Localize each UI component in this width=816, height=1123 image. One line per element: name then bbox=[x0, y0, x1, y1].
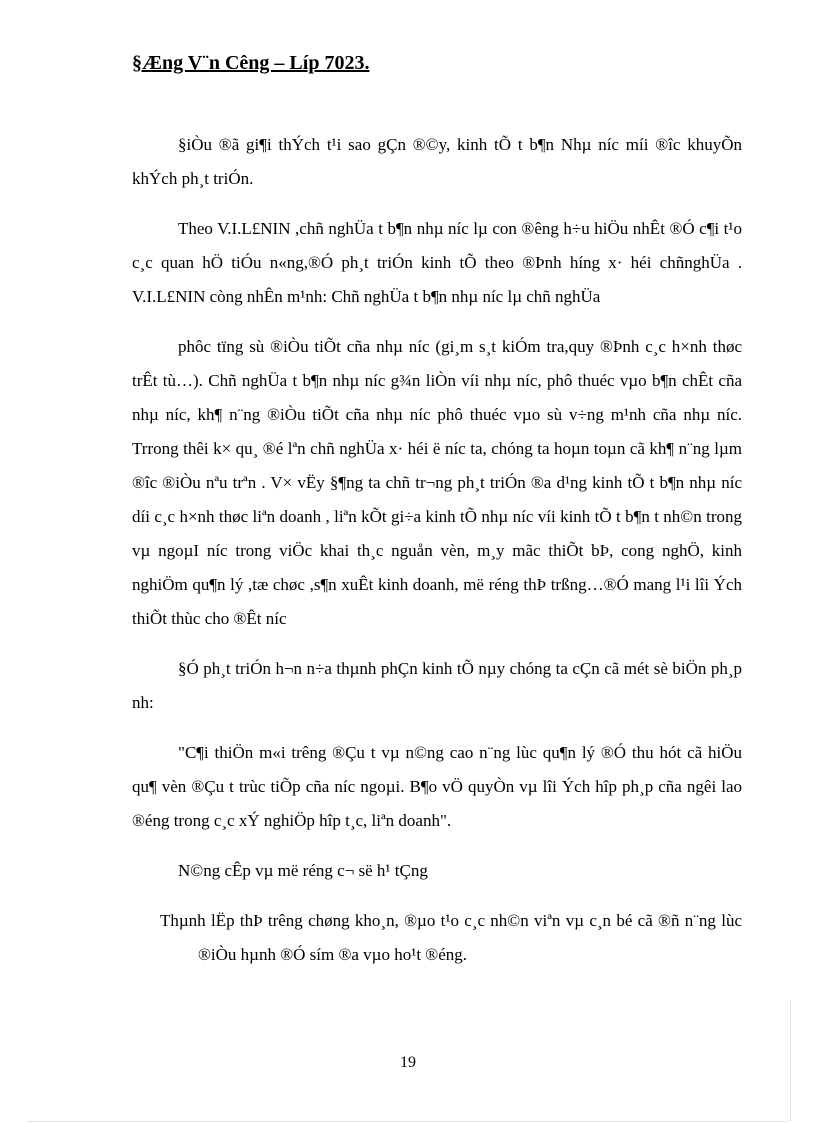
document-body bbox=[132, 128, 742, 988]
document-header: §Æng V¨n Cêng – Líp 7023. bbox=[132, 52, 370, 74]
paragraph-6: N©ng cÊp vµ më réng c¬ së h¹ tÇng bbox=[178, 861, 428, 880]
paragraph-7: Thµnh lËp thÞ trêng chøng kho¸n, ®µo t¹o c¸c nh©n viªn vµ c¸n bé cã ®ñ n¨ng lùc ®iÒu hµnh ®Ó sím ®a vµo ho¹t ®éng. bbox=[160, 911, 742, 964]
paragraph-5-quote: "C¶i thiÖn m«i trêng ®Çu t vµ n©ng cao n¨ng lùc qu¶n lý ®Ó thu hót cã hiÖu qu¶ vèn ®Çu t trùc tiÕp cña níc ngoµi. B¶o vÖ quyÒn vµ lîi Ých hîp ph¸p cña ngêi lao ®éng trong c¸c xÝ nghiÖp hîp t¸c, liªn doanh". bbox=[132, 743, 742, 830]
page-number: 19 bbox=[400, 1054, 416, 1071]
paragraph-2: Theo V.I.L£NIN ,chñ nghÜa t b¶n nhµ níc lµ con ®êng h÷u hiÖu nhÊt ®Ó c¶i t¹o c¸c quan hÖ tiÓu n«ng,®Ó ph¸t triÓn kinh tÕ theo ®Þnh híng x· héi chñnghÜa . V.I.L£NIN còng nhÊn m¹nh: Chñ nghÜa t b¶n nhµ níc lµ chñ nghÜa bbox=[132, 219, 742, 306]
page-border-bottom bbox=[28, 1121, 788, 1122]
paragraph-1: §iÒu ®ã gi¶i thÝch t¹i sao gÇn ®©y, kinh tÕ t b¶n Nhµ níc míi ®îc khuyÕn khÝch ph¸t triÓn. bbox=[132, 135, 742, 188]
page-border-right bbox=[790, 1000, 791, 1121]
paragraph-4: §Ó ph¸t triÓn h¬n n÷a thµnh phÇn kinh tÕ nµy chóng ta cÇn cã mét sè biÖn ph¸p nh: bbox=[132, 659, 742, 712]
paragraph-3: phôc tïng sù ®iÒu tiÕt cña nhµ níc (gi¸m s¸t kiÓm tra,quy ®Þnh c¸c h×nh thøc trÊt tù…). Chñ nghÜa t b¶n nhµ níc g¾n liÒn víi nhµ níc, phô thuéc vµo b¶n chÊt cña nhµ níc, kh¶ n¨ng ®iÒu tiÕt cña nhµ níc phô thuéc vµo sù v÷ng m¹nh cña nhµ níc. Trrong thêi k× qu¸ ®é lªn chñ nghÜa x· héi ë níc ta, chóng ta hoµn toµn cã kh¶ n¨ng lµm ®îc ®iÒu nªu trªn . V× vËy §¶ng ta chñ tr¬ng ph¸t triÓn ®a d¹ng kinh tÕ t b¶n nhµ níc díi c¸c h×nh thøc liªn doanh , liªn kÕt gi÷a kinh tÕ nhµ níc víi kinh tÕ t b¶n t nh©n trong vµ ngoµI níc trong viÖc khai th¸c nguån vèn, m¸y mãc thiÕt bÞ, cong nghÖ, kinh nghiÖm qu¶n lý ,tæ chøc ,s¶n xuÊt kinh doanh, më réng thÞ trßng…®Ó mang l¹i lîi Ých thiÕt thùc cho ®Êt níc bbox=[132, 337, 742, 628]
